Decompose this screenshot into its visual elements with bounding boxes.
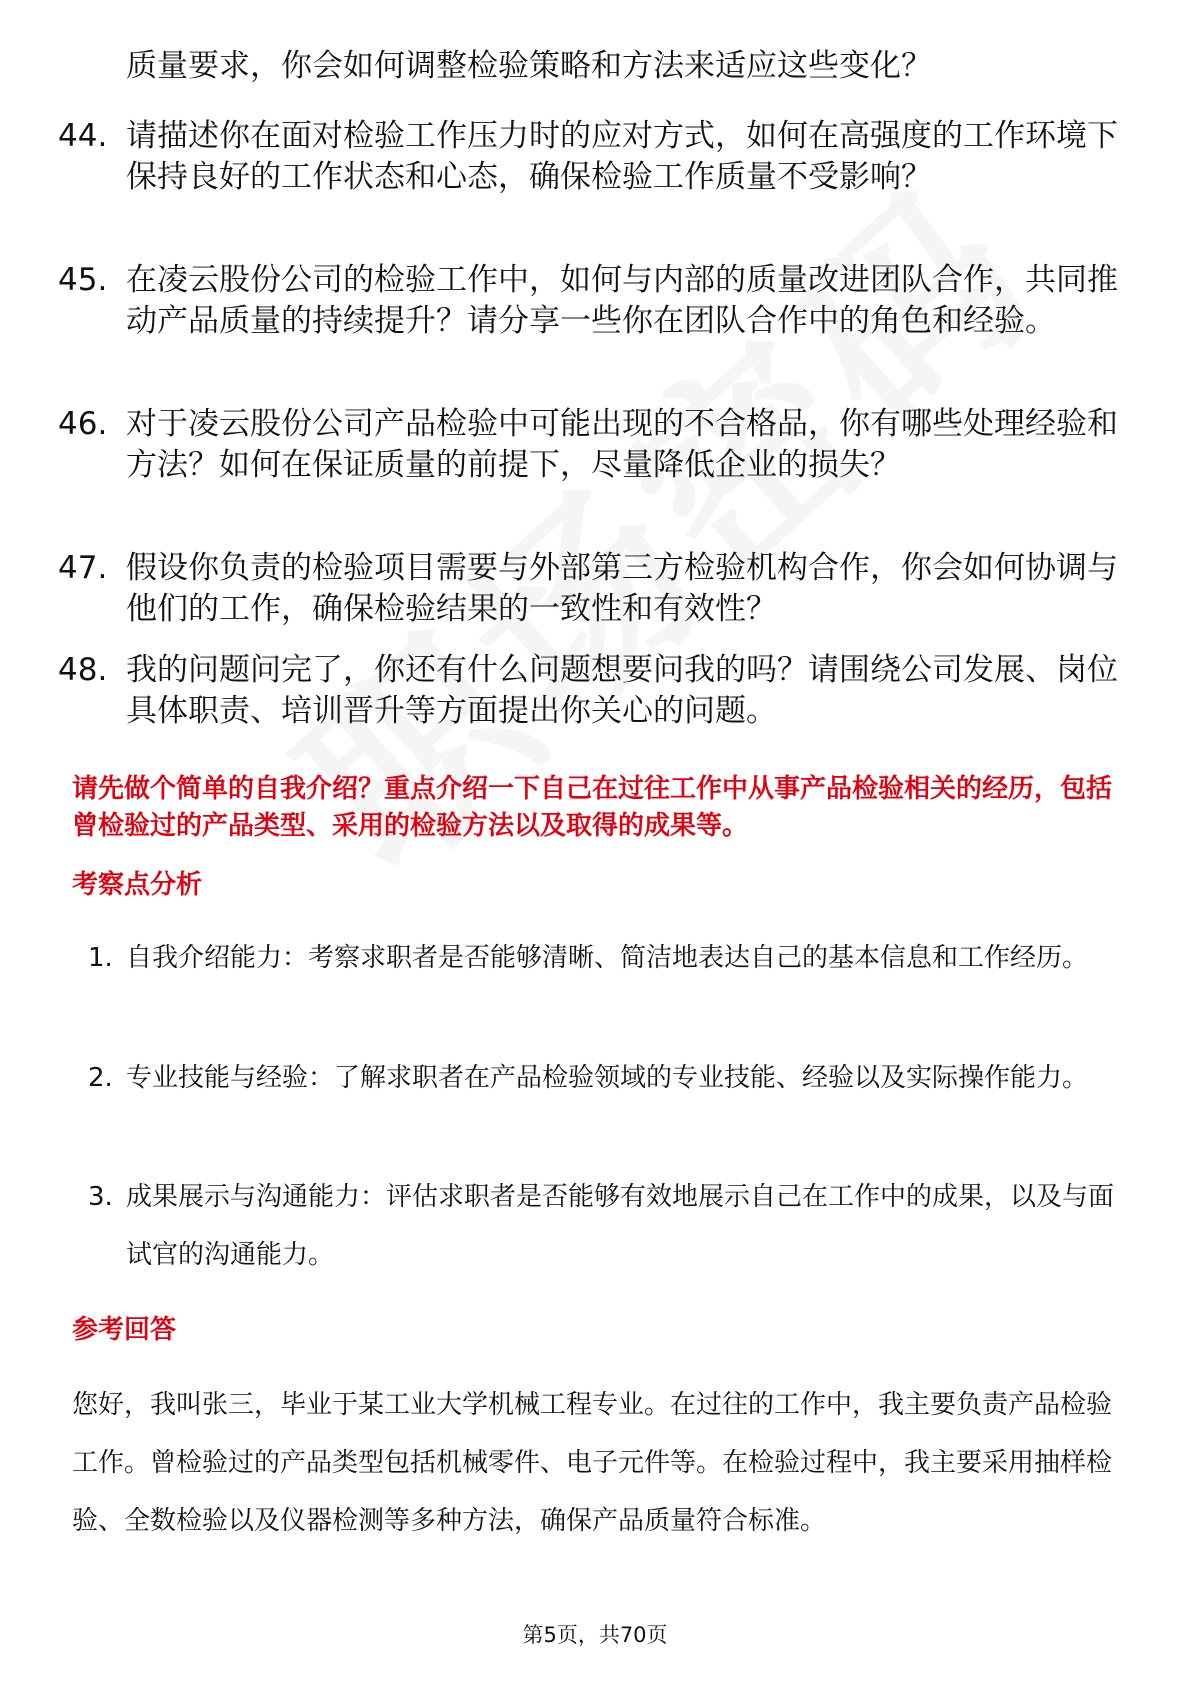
question-number: 48. [58, 652, 108, 688]
question-number: 45. [58, 262, 108, 298]
reference-title: 参考回答 [72, 1315, 177, 1345]
question-text: 我的问题问完了，你还有什么问题想要问我的吗？请围绕公司发展、岗位具体职责、培训晋升等方面提出你关心的问题。 [126, 652, 1118, 729]
highlight-question: 请先做个简单的自我介绍？重点介绍一下自己在过往工作中从事产品检验相关的经历，包括曾检验过的产品类型、采用的检验方法以及取得的成果等。 [72, 774, 1113, 841]
question-text: 对于凌云股份公司产品检验中可能出现的不合格品，你有哪些处理经验和方法？如何在保证质量的前提下，尽量降低企业的损失？ [126, 406, 1118, 483]
question-text: 在凌云股份公司的检验工作中，如何与内部的质量改进团队合作，共同推动产品质量的持续提升？请分享一些你在团队合作中的角色和经验。 [126, 262, 1118, 339]
question-text: 假设你负责的检验项目需要与外部第三方检验机构合作，你会如何协调与他们的工作，确保检验结果的一致性和有效性？ [126, 550, 1118, 627]
reference-answer: 您好，我叫张三，毕业于某工业大学机械工程专业。在过往的工作中，我主要负责产品检验工作。曾检验过的产品类型包括机械零件、电子元件等。在检验过程中，我主要采用抽样检验、全数检验以及仪器检测等多种方法，确保产品质量符合标准。 [72, 1390, 1113, 1536]
analysis-text: 专业技能与经验：了解求职者在产品检验领域的专业技能、经验以及实际操作能力。 [126, 1063, 1089, 1093]
question-number: 47. [58, 550, 108, 586]
question-number: 46. [58, 406, 108, 442]
analysis-text: 成果展示与沟通能力：评估求职者是否能够有效地展示自己在工作中的成果，以及与面试官的沟通能力。 [126, 1182, 1115, 1270]
analysis-number: 3. [88, 1182, 113, 1212]
question-number: 44. [58, 118, 108, 154]
analysis-text: 自我介绍能力：考察求职者是否能够清晰、简洁地表达自己的基本信息和工作经历。 [126, 943, 1089, 973]
analysis-number: 2. [88, 1063, 113, 1093]
page-footer: 第5页，共70页 [522, 1623, 668, 1647]
question-text: 请描述你在面对检验工作压力时的应对方式，如何在高强度的工作环境下保持良好的工作状态和心态，确保检验工作质量不受影响？ [126, 118, 1118, 195]
question-text: 质量要求，你会如何调整检验策略和方法来适应这些变化？ [126, 48, 932, 84]
analysis-title: 考察点分析 [72, 870, 203, 900]
analysis-number: 1. [88, 943, 113, 973]
